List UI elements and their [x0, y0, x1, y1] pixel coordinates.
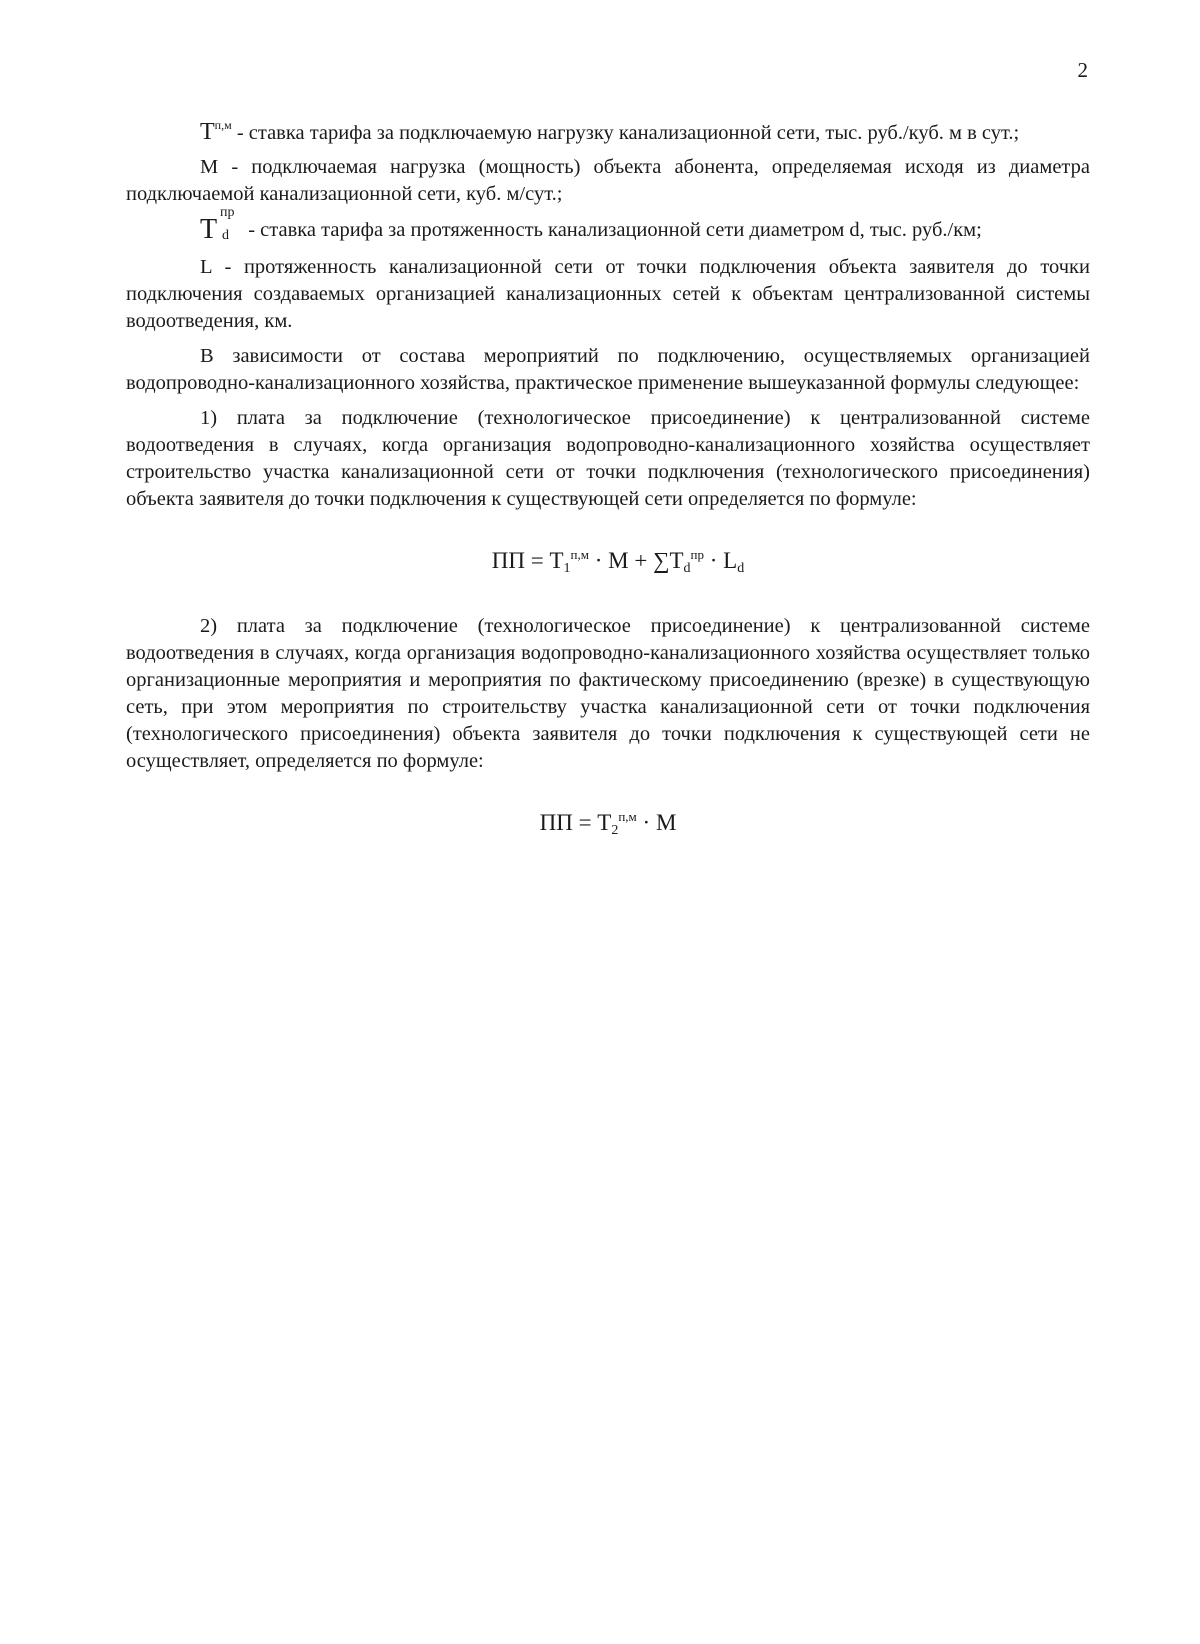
definition-tariff-load: [126, 118, 1090, 147]
formula-subscript: d: [737, 561, 745, 576]
formula-superscript: пр: [690, 547, 704, 562]
formula-lhs: ПП = Т: [491, 548, 564, 573]
definition-tariff-length: [126, 205, 1090, 246]
definition-text: - протяженность канализационной сети от точки подключения объекта заявителя до точки подключения создаваемых организацией канализационных сетей к объектам централизованной системы водоотведения, км.: [126, 256, 1090, 332]
page-number: 2: [1077, 58, 1088, 82]
formula-superscript: п,м: [618, 809, 637, 824]
formula-middle: · М + ∑Т: [588, 548, 684, 573]
formula-subscript: d: [683, 561, 691, 576]
symbol-td-stack: [200, 205, 243, 246]
formula-subscript: 1: [563, 561, 571, 576]
case1-paragraph: 1) плата за подключение (технологическое присоединение) к централизованной системе водоотведения в случаях, когда организация водопроводно-канализационного хозяйства осуществляет строительство участка канализационной сети от точки подключения (технологического присоединения) объекта заявителя до точки подключения к существующей сети определяется по формуле:: [126, 407, 1090, 510]
symbol-m: М: [200, 156, 219, 178]
symbol-t: Т: [200, 214, 218, 245]
definition-text: - ставка тарифа за протяженность канализационной сети диаметром d, тыс. руб./км;: [243, 219, 982, 241]
symbol-superscript: п,м: [214, 118, 232, 132]
formula-2: [126, 809, 1090, 837]
formula-lhs: ПП = Т: [539, 810, 612, 835]
intro-paragraph: В зависимости от состава мероприятий по подключению, осуществляемых организацией водопроводно-канализационного хозяйства, практическое применение вышеуказанной формулы следующее:: [126, 345, 1090, 394]
symbol-superscript: пр: [220, 205, 235, 220]
case2-paragraph: 2) плата за подключение (технологическое присоединение) к централизованной системе водоотведения в случаях, когда организация водопроводно-канализационного хозяйства осуществляет только организационные мероприятия и мероприятия по фактическому присоединению (врезке) в существующую сеть, при этом мероприятия по строительству участка канализационной сети от точки подключения (технологического присоединения) объекта заявителя до точки подключения к существующей сети не осуществляет, определяется по формуле:: [126, 615, 1090, 772]
definition-text: - ставка тарифа за подключаемую нагрузку канализационной сети, тыс. руб./куб. м в сут.;: [231, 122, 1020, 144]
definition-length-l: [126, 254, 1090, 335]
formula-tail: · М: [636, 810, 677, 835]
definition-text: - подключаемая нагрузка (мощность) объекта абонента, определяемая исходя из диаметра подключаемой канализационной сети, куб. м/сут.;: [126, 156, 1090, 205]
symbol-t: Т: [200, 119, 215, 145]
symbol-l: L: [200, 256, 212, 278]
definition-load-m: [126, 154, 1090, 208]
formula-length: · L: [703, 548, 738, 573]
formula-1: [126, 547, 1090, 575]
formula-superscript: п,м: [570, 547, 589, 562]
document-body: [126, 118, 1090, 837]
formula-subscript: 2: [611, 823, 619, 838]
symbol-subscript: d: [222, 228, 229, 243]
